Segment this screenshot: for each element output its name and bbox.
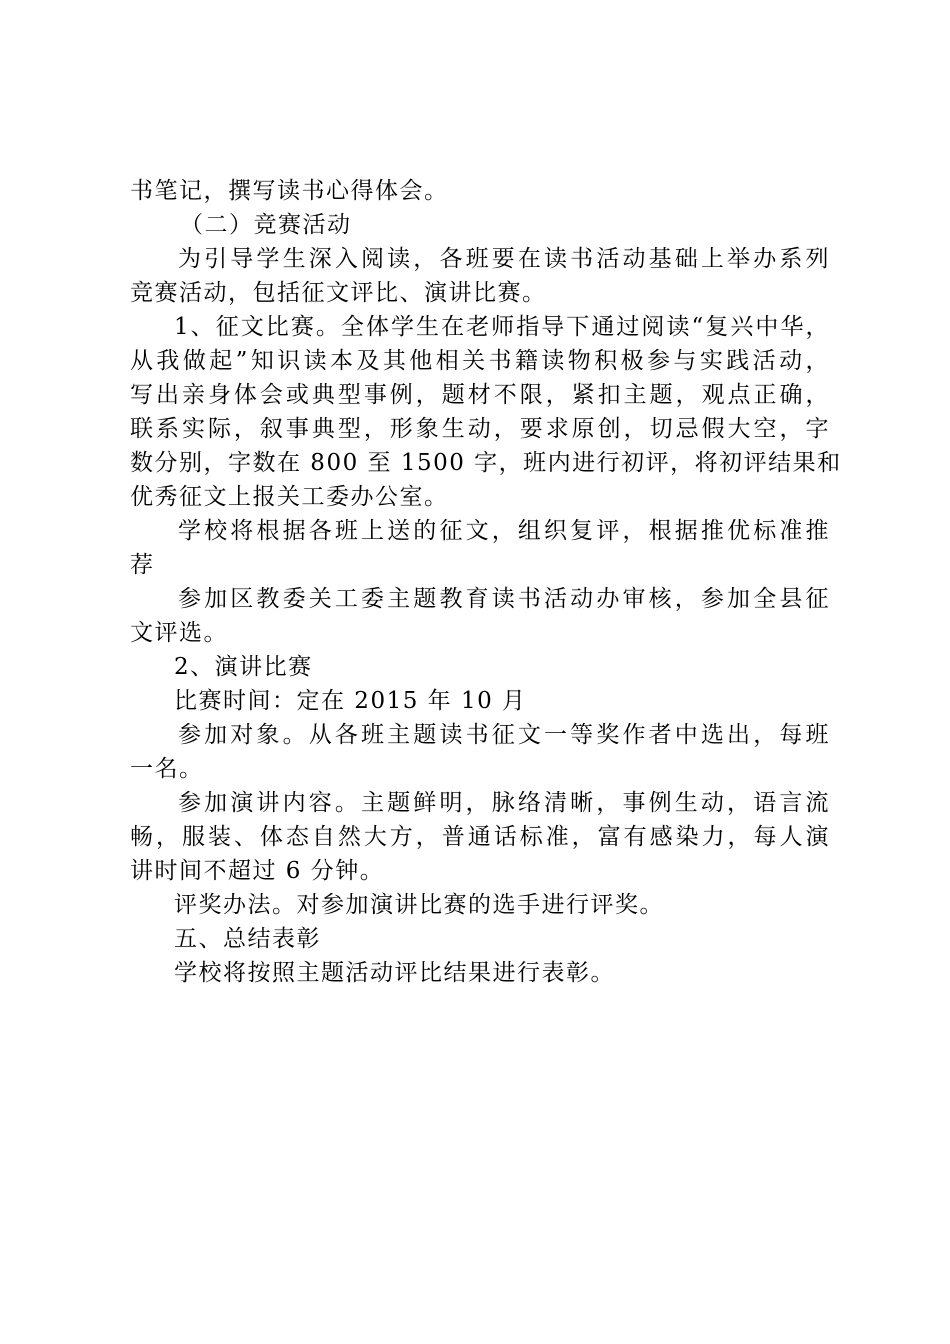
paragraph-line: 讲时间不超过 6 分钟。: [130, 858, 385, 884]
paragraph-line: 竞赛活动，包括征文评比、演讲比赛。: [130, 280, 547, 306]
paragraph-line: 参加对象。从各班主题读书征文一等奖作者中选出，每班: [178, 722, 830, 748]
section-heading: 2、演讲比赛: [174, 654, 313, 680]
paragraph-line: 为引导学生深入阅读，各班要在读书活动基础上举办系列: [178, 246, 830, 272]
paragraph-line: 畅，服装、体态自然大方，普通话标准，富有感染力，每人演: [130, 824, 830, 850]
paragraph-line: 参加演讲内容。主题鲜明，脉络清晰，事例生动，语言流: [178, 790, 830, 816]
paragraph-line: 学校将按照主题活动评比结果进行表彰。: [174, 960, 615, 986]
paragraph-line: 一名。: [130, 756, 204, 782]
paragraph-line: 参加区教委关工委主题教育读书活动办审核，参加全县征: [178, 586, 830, 612]
paragraph-line: 1、征文比赛。全体学生在老师指导下通过阅读“复兴中华，: [174, 314, 830, 340]
paragraph-line: 文评选。: [130, 620, 228, 646]
paragraph-line: 比赛时间：定在 2015 年 10 月: [174, 688, 527, 714]
document-body: [130, 174, 842, 990]
section-heading: （二）竞赛活动: [180, 212, 352, 238]
paragraph-line: 写出亲身体会或典型事例，题材不限，紧扣主题，观点正确，: [130, 382, 830, 408]
paragraph-line: 书笔记，撰写读书心得体会。: [130, 178, 449, 204]
paragraph-line: 优秀征文上报关工委办公室。: [130, 484, 449, 510]
paragraph-line: 从我做起”知识读本及其他相关书籍读物积极参与实践活动，: [130, 348, 830, 374]
paragraph-line: 联系实际，叙事典型，形象生动，要求原创，切忌假大空，字: [130, 416, 830, 442]
paragraph-line: 荐: [130, 552, 155, 578]
paragraph-line: 数分别，字数在 800 至 1500 字，班内进行初评，将初评结果和: [130, 450, 842, 476]
paragraph-line: 评奖办法。对参加演讲比赛的选手进行评奖。: [174, 892, 664, 918]
section-heading: 五、总结表彰: [174, 926, 321, 952]
paragraph-line: 学校将根据各班上送的征文，组织复评，根据推优标准推: [178, 518, 830, 544]
